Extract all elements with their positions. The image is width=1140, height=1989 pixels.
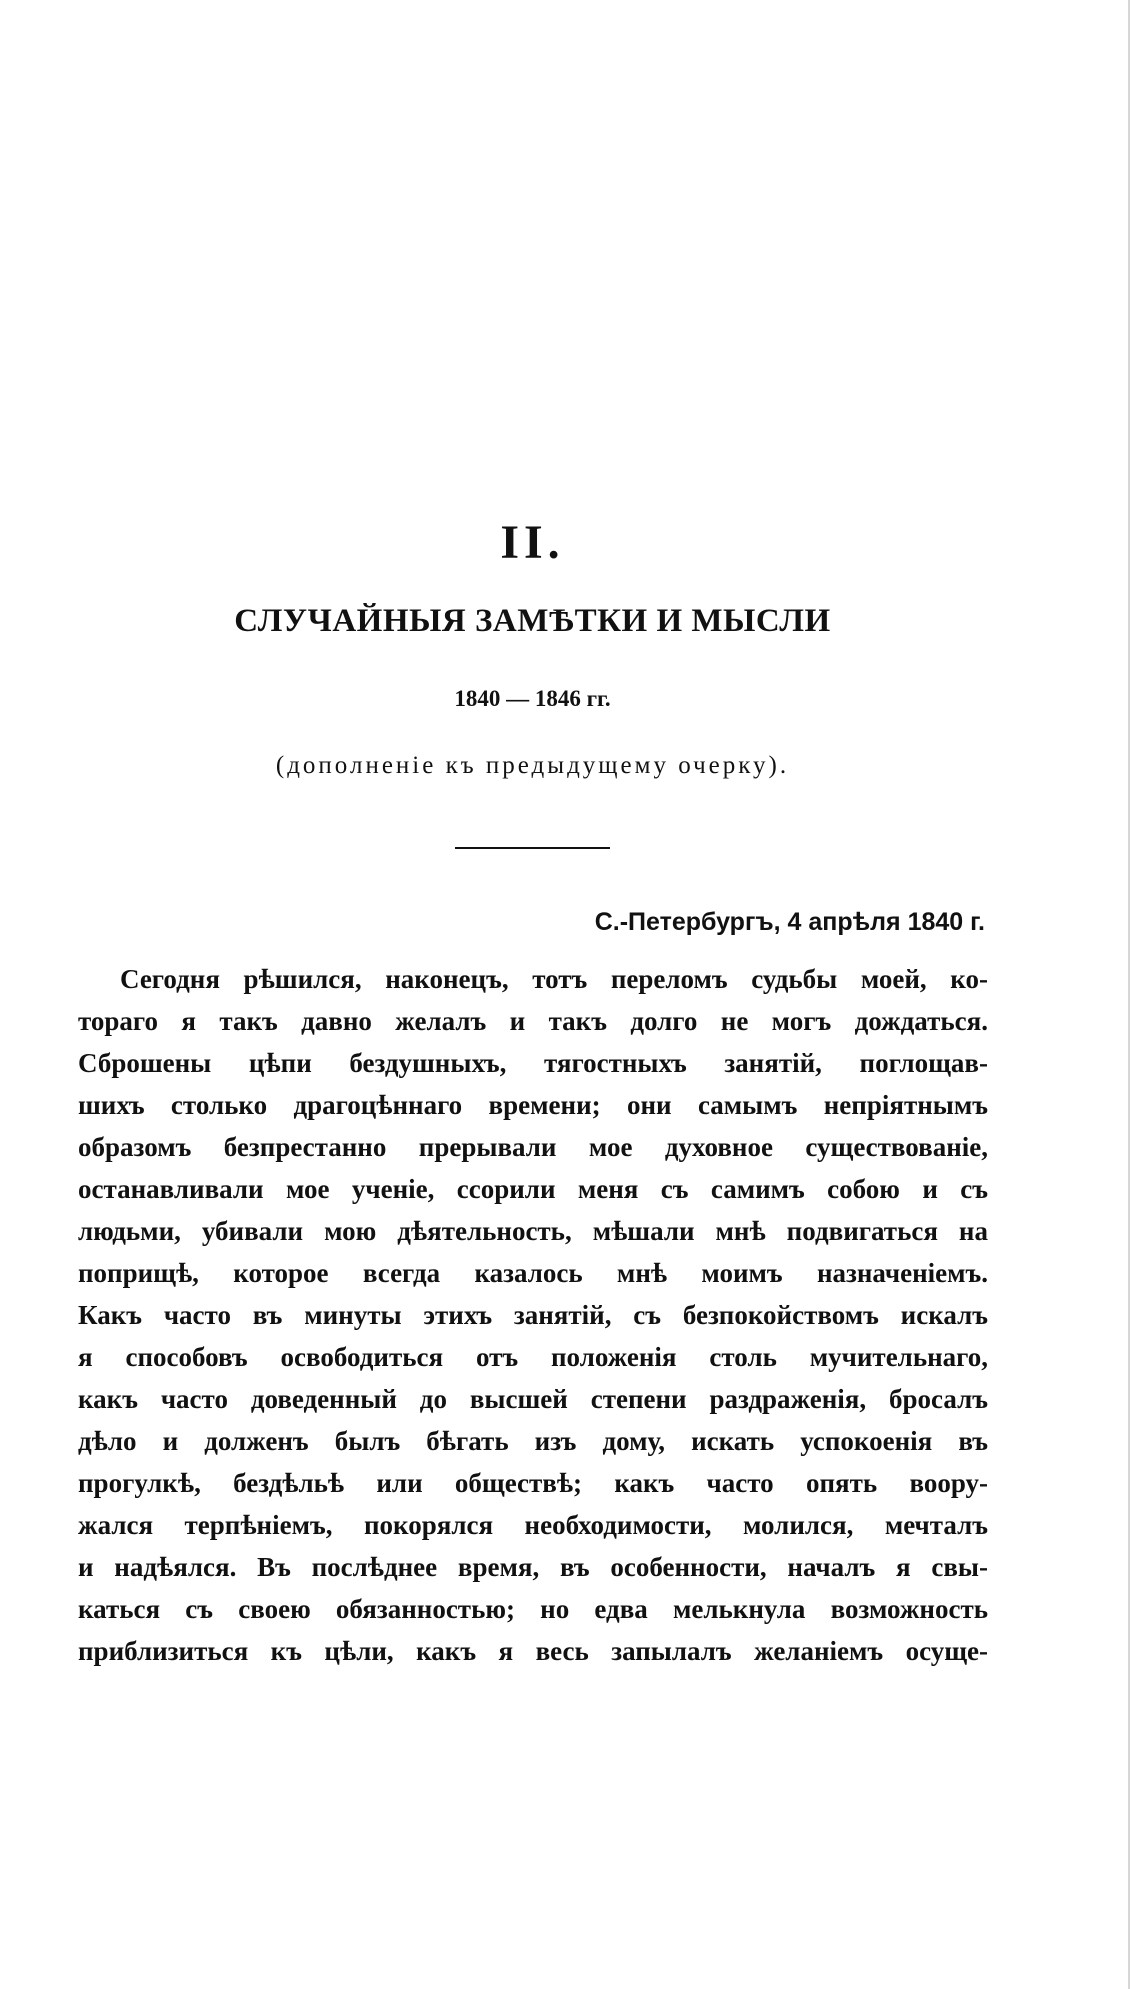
text-line: поприщѣ, которое всегда казалось мнѣ моимъ назначеніемъ. — [78, 1258, 988, 1288]
text-line: какъ часто доведенный до высшей степени раздраженія, бросалъ — [78, 1384, 988, 1414]
text-line: каться съ своею обязанностью; но едва мелькнула возможность — [78, 1594, 988, 1624]
chapter-title: СЛУЧАЙНЫЯ ЗАМѢТКИ И МЫСЛИ — [234, 603, 831, 639]
chapter-years: 1840 — 1846 гг. — [454, 686, 611, 711]
text-line: Сегодня рѣшился, наконецъ, тотъ переломъ судьбы моей, ко- — [120, 964, 988, 994]
text-line: образомъ безпрестанно прерывали мое духовное существованіе, — [78, 1132, 988, 1162]
text-line: дѣло и долженъ былъ бѣгать изъ дому, искать успокоенія въ — [78, 1426, 988, 1456]
text-line: людьми, убивали мою дѣятельность, мѣшали мнѣ подвигаться на — [78, 1216, 988, 1246]
text-line: я способовъ освободиться отъ положенія столь мучительнаго, — [78, 1342, 988, 1372]
section-rule — [455, 847, 610, 849]
text-line: тораго я такъ давно желалъ и такъ долго не могъ дождаться. — [78, 1006, 988, 1036]
text-line: Какъ часто въ минуты этихъ занятій, съ безпокойствомъ искалъ — [78, 1300, 988, 1330]
text-line: приблизиться къ цѣли, какъ я весь запылалъ желаніемъ осуще- — [78, 1636, 988, 1666]
entry-body — [78, 958, 988, 1672]
text-line: и надѣялся. Въ послѣднее время, въ особенности, началъ я свы- — [78, 1552, 988, 1582]
text-line: жался терпѣніемъ, покорялся необходимости, молился, мечталъ — [78, 1510, 988, 1540]
text-line: шихъ столько драгоцѣннаго времени; они самымъ непріятнымъ — [78, 1090, 988, 1120]
text-line: Сброшены цѣпи бездушныхъ, тягостныхъ занятій, поглощав- — [78, 1048, 988, 1078]
chapter-subtitle: (дополненіе къ предыдущему очерку). — [275, 752, 790, 779]
text-line: прогулкѣ, бездѣльѣ или обществѣ; какъ часто опять воору- — [78, 1468, 988, 1498]
text-line: останавливали мое ученіе, ссорили меня съ самимъ собою и съ — [78, 1174, 988, 1204]
entry-dateline: С.-Петербургъ, 4 апрѣля 1840 г. — [594, 908, 985, 936]
chapter-number: II. — [500, 516, 565, 569]
page-edge-divider — [1128, 0, 1130, 1989]
